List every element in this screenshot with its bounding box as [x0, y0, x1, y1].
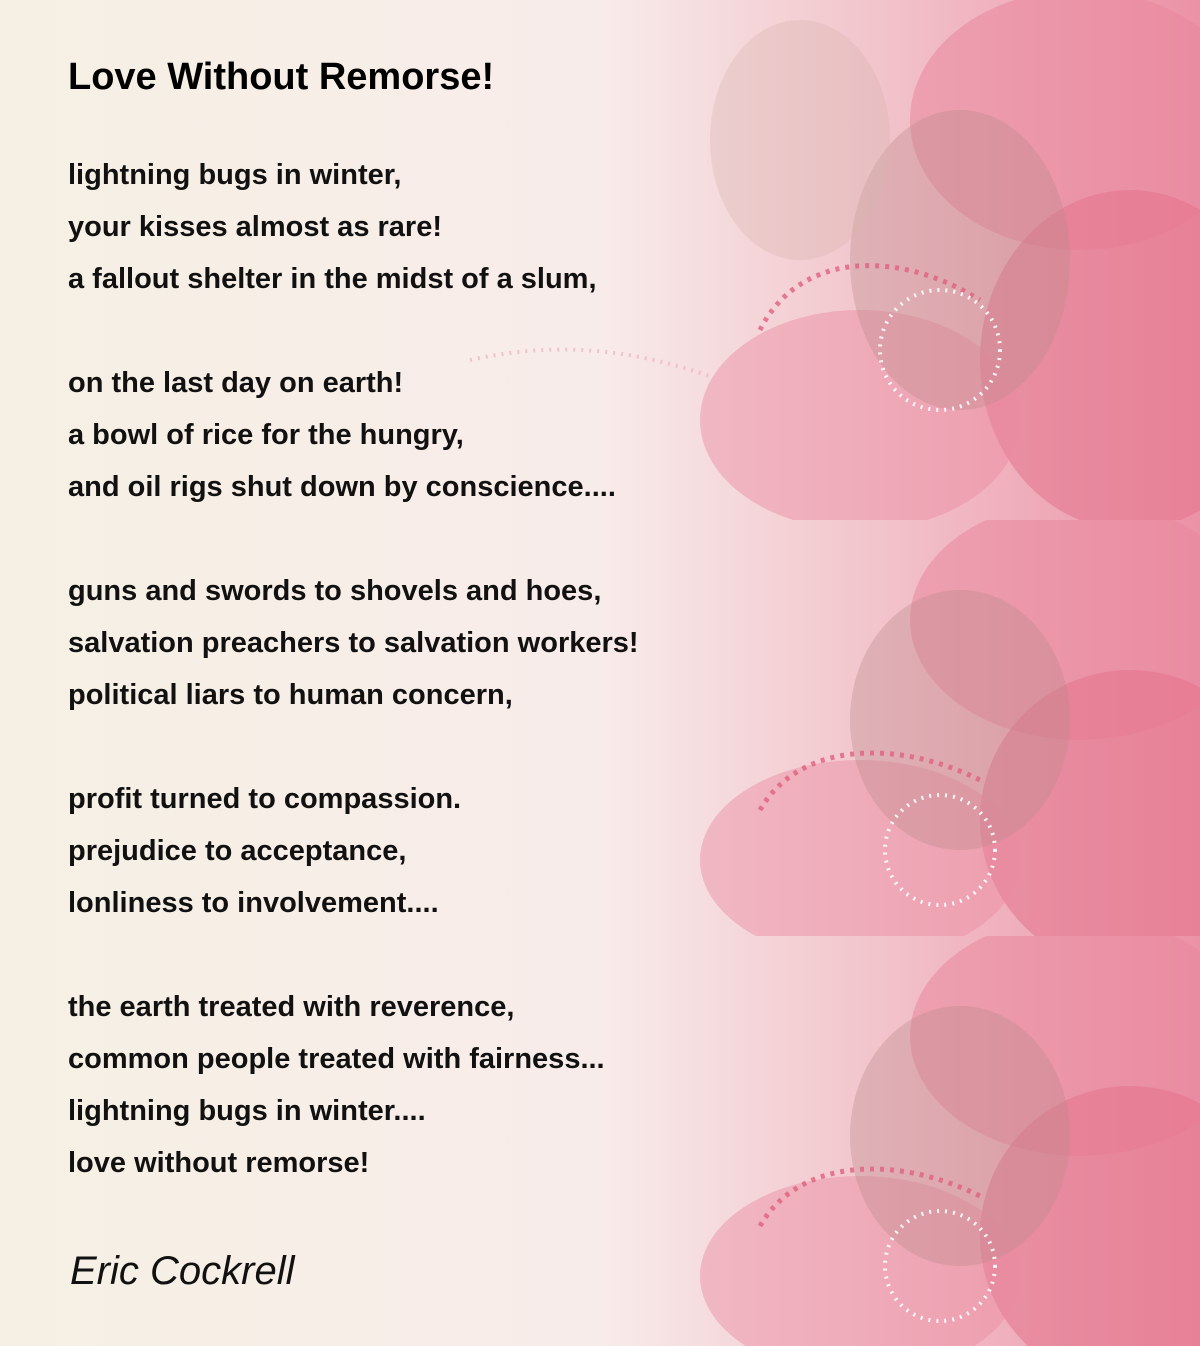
poem-author: Eric Cockrell — [70, 1249, 295, 1293]
poem-line: love without remorse! — [68, 1147, 370, 1179]
poem-line: and oil rigs shut down by conscience.... — [68, 471, 616, 503]
poem-line: salvation preachers to salvation workers! — [68, 627, 639, 659]
poem-line-blank — [68, 309, 848, 361]
poem-line: political liars to human concern, — [68, 679, 513, 711]
poem-line-blank — [68, 933, 848, 985]
poem-line: on the last day on earth! — [68, 367, 404, 399]
poem-line: the earth treated with reverence, — [68, 991, 515, 1023]
poem-title: Love Without Remorse! — [68, 56, 495, 98]
poem-line: common people treated with fairness... — [68, 1043, 605, 1075]
poem-line: lightning bugs in winter.... — [68, 1095, 426, 1127]
poem-body — [68, 153, 848, 1193]
poem-line: prejudice to acceptance, — [68, 835, 407, 867]
poem-line: guns and swords to shovels and hoes, — [68, 575, 602, 607]
poem-line: a fallout shelter in the midst of a slum, — [68, 263, 597, 295]
poem-line-blank — [68, 517, 848, 569]
poem-line: your kisses almost as rare! — [68, 211, 442, 243]
poem-line: profit turned to compassion. — [68, 783, 462, 815]
poem-line: a bowl of rice for the hungry, — [68, 419, 464, 451]
poem-line: lonliness to involvement.... — [68, 887, 439, 919]
poem-line: lightning bugs in winter, — [68, 159, 402, 191]
poem-line-blank — [68, 725, 848, 777]
